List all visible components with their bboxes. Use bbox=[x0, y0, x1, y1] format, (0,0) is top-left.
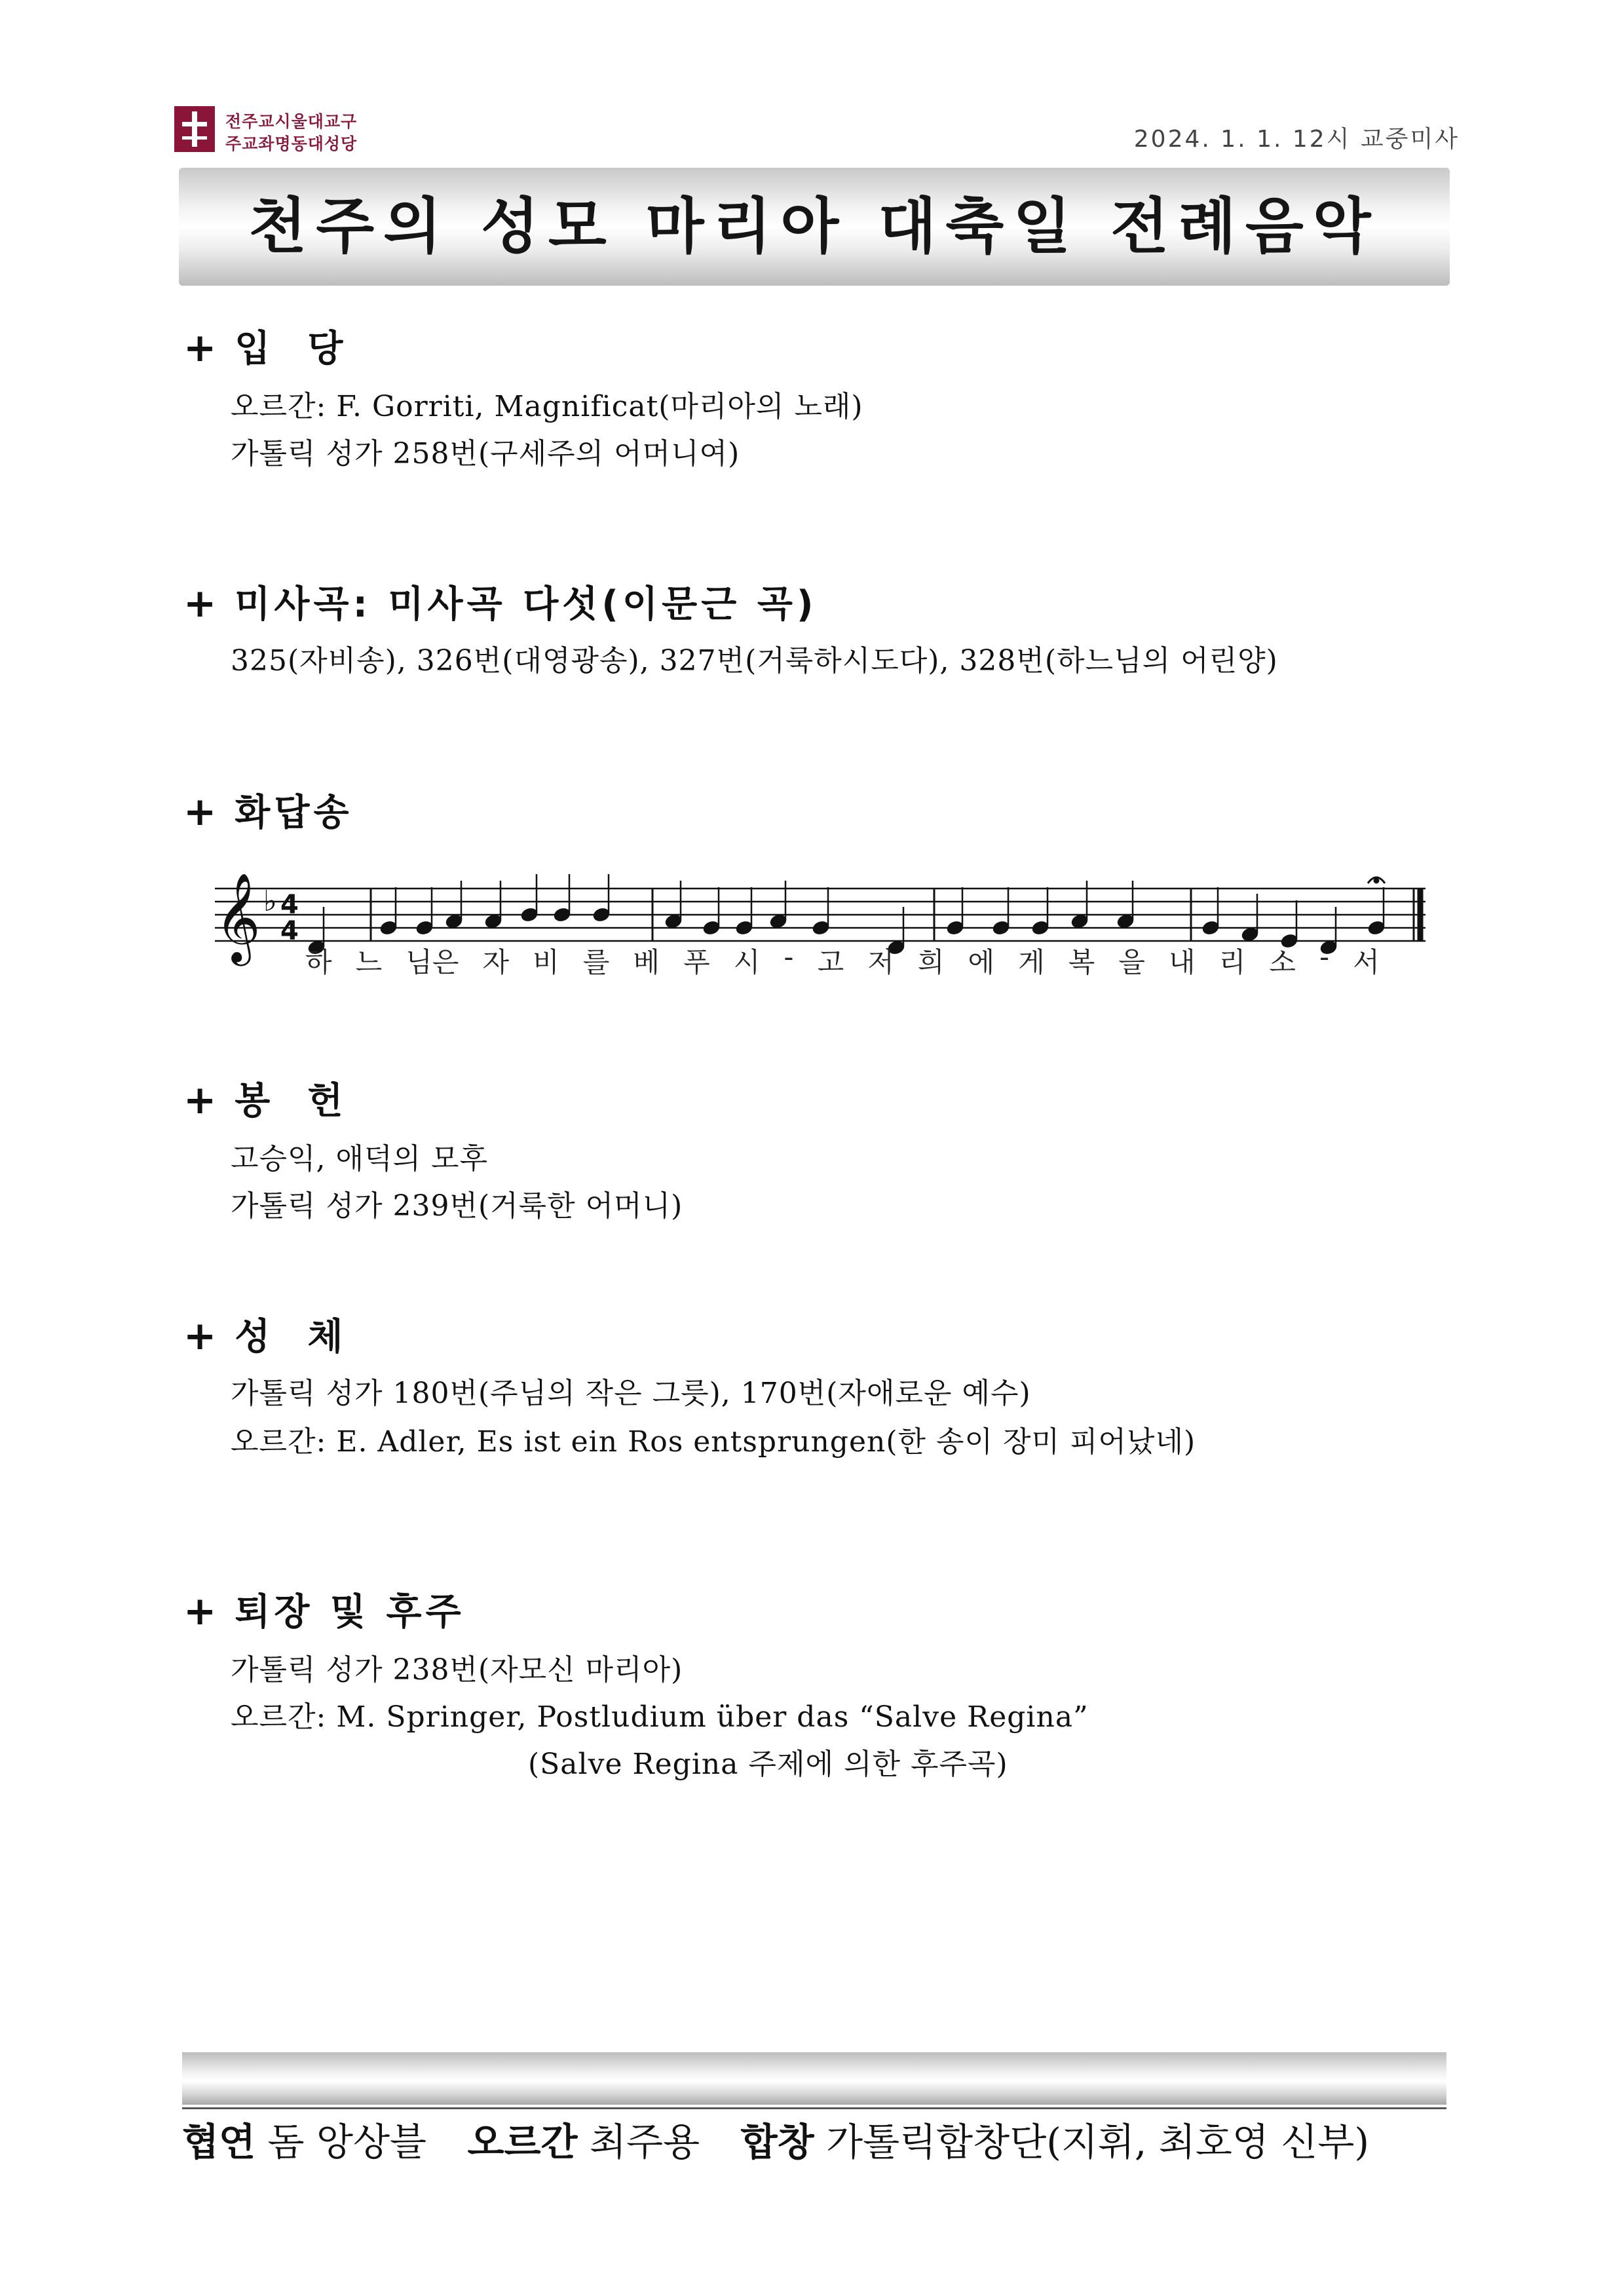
cross-icon: + bbox=[183, 1313, 221, 1359]
organ-label: 오르간 bbox=[467, 2120, 578, 2164]
lyric-syllable: 서 bbox=[1353, 946, 1380, 978]
section-heading-offertory: + 봉 헌 bbox=[183, 1077, 347, 1123]
psalm-lyrics bbox=[305, 941, 1380, 980]
recessional-organ: 오르간: M. Springer, Postludium über das “Salve Regina” bbox=[231, 1700, 1089, 1734]
accompaniment-value: 돔 앙상블 bbox=[267, 2120, 427, 2164]
entrance-hymn: 가톨릭 성가 258번(구세주의 어머니여) bbox=[231, 437, 740, 470]
lyric-syllable: 복 bbox=[1068, 946, 1095, 978]
cross-icon: + bbox=[183, 1588, 221, 1634]
lyric-syllable: 저 bbox=[867, 946, 894, 978]
lyric-syllable: 희 bbox=[917, 946, 945, 978]
lyric-syllable: 를 bbox=[582, 946, 610, 978]
svg-text:♭: ♭ bbox=[263, 885, 277, 918]
section-heading-communion: + 성 체 bbox=[183, 1313, 347, 1359]
choir-label: 합창 bbox=[740, 2120, 814, 2164]
lyric-syllable: 느 bbox=[355, 946, 383, 978]
lyric-syllable: - bbox=[784, 941, 794, 973]
parish-logo bbox=[174, 105, 371, 157]
offertory-anthem: 고승익, 애덕의 모후 bbox=[231, 1142, 488, 1176]
lyric-syllable: 베 bbox=[633, 946, 660, 978]
lyric-syllable: 내 bbox=[1169, 946, 1196, 978]
lyric-syllable: - bbox=[1319, 941, 1330, 973]
fermata-icon bbox=[1368, 877, 1385, 883]
section-heading-entrance: + 입 당 bbox=[183, 325, 347, 371]
entrance-organ: 오르간: F. Gorriti, Magnificat(마리아의 노래) bbox=[231, 390, 863, 423]
lyric-syllable: 리 bbox=[1218, 946, 1246, 978]
mass-date: 2024. 1. 1. 12시 교중미사 bbox=[1133, 126, 1460, 153]
offertory-hymn: 가톨릭 성가 239번(거룩한 어머니) bbox=[231, 1189, 683, 1223]
section-heading-recessional: + 퇴장 및 후주 bbox=[183, 1588, 465, 1634]
mass-parts: 325(자비송), 326번(대영광송), 327번(거룩하시도다), 328번(하느님의 어린양) bbox=[231, 644, 1278, 678]
cross-icon: + bbox=[183, 1077, 221, 1123]
logo-line-cathedral: 주교좌명동대성당 bbox=[225, 134, 358, 153]
time-signature bbox=[280, 890, 299, 946]
organist-value: 최주용 bbox=[590, 2120, 700, 2164]
flat-key-icon bbox=[263, 885, 277, 918]
cross-icon: + bbox=[183, 789, 221, 835]
section-heading-mass: + 미사곡: 미사곡 다섯(이문근 곡) bbox=[183, 581, 818, 626]
lyric-syllable: 자 bbox=[482, 946, 510, 978]
lyric-syllable: 비 bbox=[533, 946, 559, 978]
recessional-hymn: 가톨릭 성가 238번(자모신 마리아) bbox=[231, 1653, 683, 1687]
recessional-organ-note: (Salve Regina 주제에 의한 후주곡) bbox=[528, 1748, 1008, 1781]
lyric-syllable: 시 bbox=[733, 946, 761, 978]
footer-divider bbox=[182, 2107, 1446, 2109]
cross-icon: + bbox=[183, 325, 221, 371]
svg-text:𝄞: 𝄞 bbox=[215, 871, 261, 962]
lyric-syllable: 푸 bbox=[683, 946, 710, 978]
footer-banner bbox=[182, 2052, 1446, 2105]
cross-icon: + bbox=[183, 581, 221, 626]
choir-value: 가톨릭합창단(지휘, 최호영 신부) bbox=[826, 2120, 1369, 2164]
lyric-syllable: 을 bbox=[1118, 946, 1145, 978]
svg-text:4: 4 bbox=[280, 916, 299, 946]
lyric-syllable: 님은 bbox=[406, 946, 459, 978]
cathedral-logo-icon bbox=[174, 106, 215, 152]
lyric-syllable: 게 bbox=[1018, 946, 1045, 978]
lyric-syllable: 에 bbox=[968, 946, 995, 978]
svg-text:4: 4 bbox=[280, 890, 299, 920]
performers bbox=[182, 2111, 1446, 2166]
treble-clef-icon bbox=[215, 871, 261, 966]
logo-line-diocese: 전주교시울대교구 bbox=[225, 112, 358, 131]
lyric-syllable: 소 bbox=[1269, 946, 1296, 978]
communion-organ: 오르간: E. Adler, Es ist ein Ros entsprungen(한 송이 장미 피어났네) bbox=[231, 1425, 1196, 1459]
lyric-syllable: 하 bbox=[305, 946, 332, 978]
lyric-syllable: 고 bbox=[817, 946, 844, 978]
page-title: 천주의 성모 마리아 대축일 전례음악 bbox=[248, 191, 1380, 261]
section-heading-psalm: + 화답송 bbox=[183, 789, 353, 835]
communion-hymns: 가톨릭 성가 180번(주님의 작은 그릇), 170번(자애로운 예수) bbox=[231, 1377, 1031, 1410]
accompaniment-label: 협연 bbox=[182, 2120, 256, 2164]
